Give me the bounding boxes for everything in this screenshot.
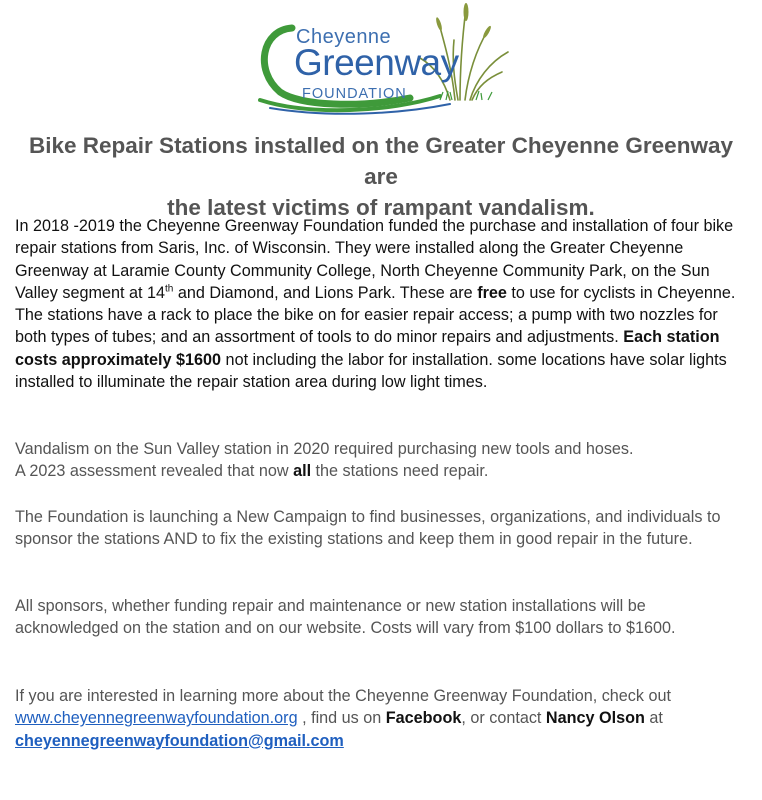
assessment-text-2: the stations need repair. <box>311 462 489 481</box>
foundation-logo <box>240 0 520 118</box>
website-link[interactable]: www.cheyennegreenwayfoundation.org <box>15 709 298 728</box>
logo-line1: Cheyenne <box>296 26 392 48</box>
intro-paragraph <box>15 215 750 393</box>
page-title-line2: the latest victims of rampant vandalism. <box>167 195 595 220</box>
logo-line2: Greenway <box>294 42 459 83</box>
intro-text-2: and Diamond, and Lions Park. These are <box>173 283 478 302</box>
campaign-paragraph: The Foundation is launching a New Campaign to find businesses, organizations, and individuals to sponsor the stations AND to fix the existing stations and keep them in good repair in the future. <box>15 508 721 549</box>
intro-text-4: not including the labor for installation. some locations have solar lights installed to illuminate the repair station area during low light times. <box>15 350 727 392</box>
page-title-line1: Bike Repair Stations installed on the Greater Cheyenne Greenway are <box>29 133 733 189</box>
vandalism-paragraph <box>15 438 750 483</box>
intro-superscript: th <box>164 283 174 295</box>
page-title <box>10 130 752 223</box>
intro-bold-cost: Each station costs approximately $1600 <box>15 328 720 369</box>
sponsors-paragraph: All sponsors, whether funding repair and maintenance or new station installations will be acknowledged on the station and on our website. Costs will vary from $100 dollars to $1600. <box>15 597 676 638</box>
contact-name: Nancy Olson <box>545 709 645 728</box>
intro-text-3: to use for cyclists in Cheyenne. The stations have a rack to place the bike on for easier repair access; a pump with two nozzles for both types of tubes; and an assortment of tools to do minor repairs and adjustments. <box>15 283 736 347</box>
contact-text-1: If you are interested in learning more about the Cheyenne Greenway Foundation, check out <box>15 687 671 705</box>
email-link[interactable]: cheyennegreenwayfoundation@gmail.com <box>15 731 344 750</box>
assessment-text-1: A 2023 assessment revealed that now <box>15 462 294 481</box>
facebook-label: Facebook <box>385 709 462 728</box>
contact-text-3: , or contact <box>461 709 546 728</box>
intro-bold-free: free <box>477 283 507 302</box>
assessment-bold-all: all <box>293 462 312 481</box>
logo-line3: FOUNDATION <box>302 86 407 102</box>
contact-text-2: , find us on <box>297 709 386 728</box>
vandalism-line1: Vandalism on the Sun Valley station in 2020 required purchasing new tools and hoses. <box>15 440 634 458</box>
contact-text-4: at <box>644 709 663 728</box>
intro-text-1: In 2018 -2019 the Cheyenne Greenway Foundation funded the purchase and installation of four bike repair stations from Saris, Inc. of Wisconsin. They were installed along the Greater Cheyenne Greenway at Laramie County Community College, North Cheyenne Community Park, on the Sun Valley segment at 14 <box>15 217 734 302</box>
contact-paragraph <box>15 685 750 752</box>
